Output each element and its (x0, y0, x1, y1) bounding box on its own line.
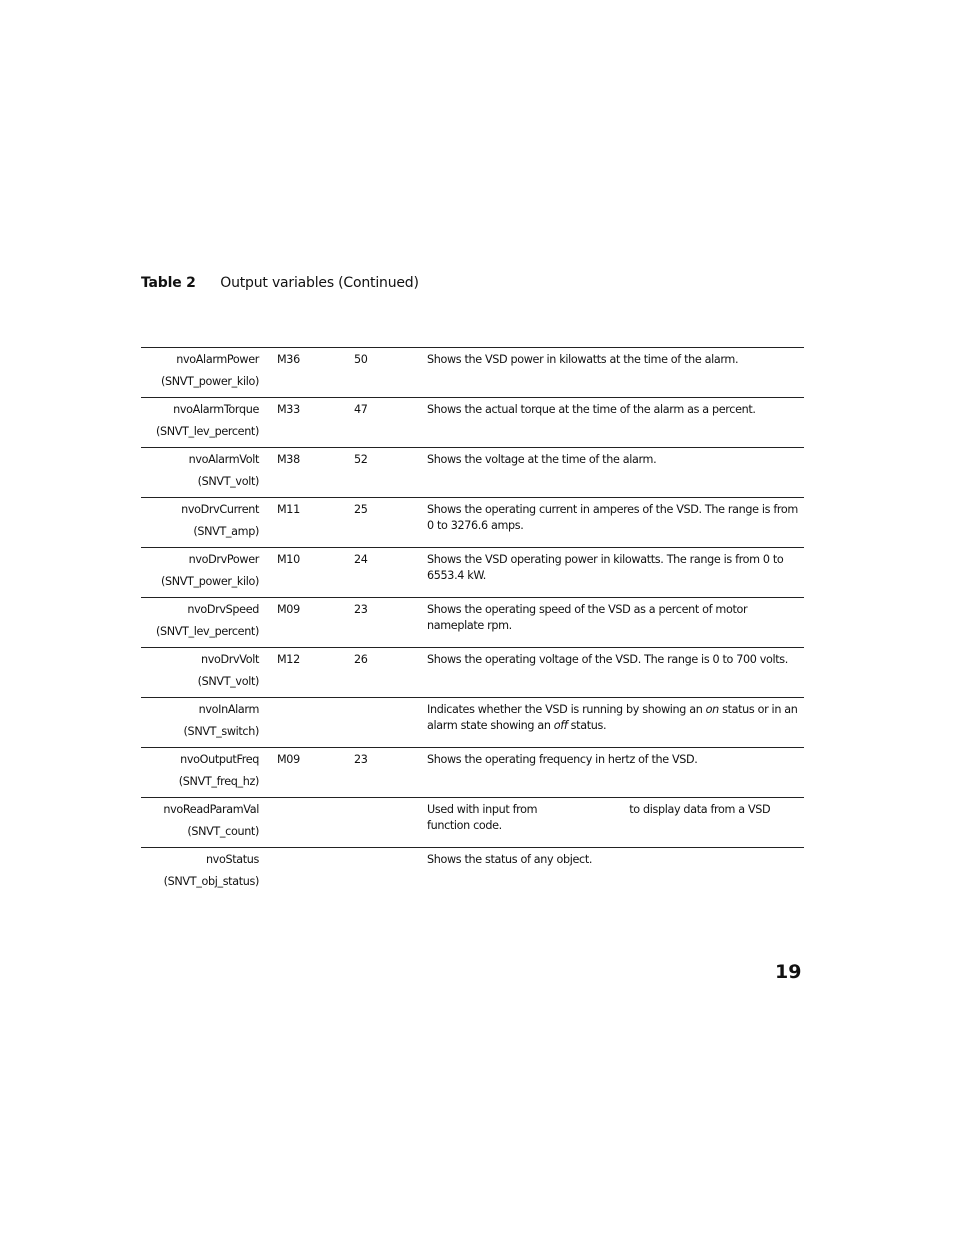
variable-name: nvoDrvPower (188, 553, 259, 566)
variable-name: nvoReadParamVal (163, 803, 259, 816)
on-status-term: on (705, 703, 719, 716)
variable-type: (SNVT_volt) (197, 675, 259, 688)
variable-type: (SNVT_switch) (183, 725, 259, 738)
variable-type: (SNVT_power_kilo) (160, 575, 259, 588)
parameter-number: 23 (354, 603, 368, 616)
variable-type: (SNVT_lev_percent) (155, 425, 259, 438)
variable-type: (SNVT_lev_percent) (155, 625, 259, 638)
table-row (141, 397, 804, 447)
variable-description: Shows the VSD power in kilowatts at the time of the alarm. (427, 353, 739, 366)
variable-name-cell (181, 502, 259, 540)
variable-name-cell (163, 802, 259, 840)
variable-description: Shows the status of any object. (427, 853, 593, 866)
parameter-code: M33 (277, 403, 300, 416)
parameter-code: M38 (277, 453, 300, 466)
table-title: Output variables (Continued) (220, 275, 419, 291)
table-row (141, 597, 804, 647)
table-row (141, 747, 804, 797)
parameter-number: 24 (354, 553, 368, 566)
variable-name-cell (161, 552, 259, 590)
parameter-code: M10 (277, 553, 300, 566)
table-row (141, 547, 804, 597)
variable-description: Shows the actual torque at the time of the alarm as a percent. (427, 403, 756, 416)
parameter-code: M11 (277, 503, 300, 516)
parameter-code: M09 (277, 753, 300, 766)
variable-name-cell (198, 652, 259, 690)
parameter-number: 26 (354, 653, 368, 666)
table-row (141, 347, 804, 397)
parameter-code: M36 (277, 353, 300, 366)
description-text: Used with input from (427, 803, 538, 816)
variable-name: nvoDrvCurrent (181, 503, 259, 516)
variable-type: (SNVT_volt) (197, 475, 259, 488)
variable-name-cell (156, 602, 259, 640)
table-row (141, 847, 804, 898)
variable-description: Shows the VSD operating power in kilowatts. The range is from 0 to 6553.4 kW. (427, 553, 784, 582)
variable-name: nvoOutputFreq (180, 753, 259, 766)
parameter-number: 52 (354, 453, 368, 466)
variable-description (427, 702, 799, 734)
page-number: 19 (775, 961, 802, 983)
variable-name: nvoDrvVolt (200, 653, 259, 666)
variable-name-cell (164, 852, 259, 890)
parameter-number: 25 (354, 503, 368, 516)
off-status-term: off (553, 719, 568, 732)
description-text: Indicates whether the VSD is running by showing an (427, 703, 706, 716)
description-text: status. (567, 719, 607, 732)
parameter-code: M12 (277, 653, 300, 666)
description-text: to display data from a VSD function code. (427, 803, 771, 832)
parameter-number: 50 (354, 353, 368, 366)
variable-name-cell (179, 752, 259, 790)
table-row (141, 797, 804, 847)
variable-description: Shows the operating voltage of the VSD. The range is 0 to 700 volts. (427, 653, 788, 666)
table-row (141, 697, 804, 747)
variable-name-cell (161, 352, 259, 390)
table-row (141, 447, 804, 497)
table-caption (141, 275, 419, 291)
parameter-number: 47 (354, 403, 368, 416)
variable-description: Shows the operating frequency in hertz of the VSD. (427, 753, 698, 766)
variable-name-cell (156, 402, 259, 440)
description-text: status or in an alarm state showing an (427, 703, 798, 732)
variable-type: (SNVT_power_kilo) (160, 375, 259, 388)
table-row (141, 497, 804, 547)
variable-name: nvoAlarmVolt (188, 453, 259, 466)
variable-type: (SNVT_count) (187, 825, 259, 838)
variable-description: Shows the operating speed of the VSD as a percent of motor nameplate rpm. (427, 603, 748, 632)
variable-description: Shows the operating current in amperes of the VSD. The range is from 0 to 3276.6 amps. (427, 503, 798, 532)
variable-name: nvoStatus (205, 853, 259, 866)
table-label: Table 2 (141, 275, 196, 291)
output-variables-table (141, 347, 804, 898)
variable-type: (SNVT_amp) (193, 525, 259, 538)
variable-name-cell (189, 452, 259, 490)
variable-description: Shows the voltage at the time of the alarm. (427, 453, 657, 466)
variable-name: nvoInAlarm (198, 703, 259, 716)
variable-description (427, 802, 799, 834)
variable-type: (SNVT_obj_status) (163, 875, 259, 888)
variable-type: (SNVT_freq_hz) (178, 775, 259, 788)
parameter-number: 23 (354, 753, 368, 766)
variable-name: nvoDrvSpeed (187, 603, 259, 616)
variable-name-cell (184, 702, 259, 740)
variable-name: nvoAlarmPower (176, 353, 259, 366)
table-row (141, 647, 804, 697)
variable-name: nvoAlarmTorque (173, 403, 259, 416)
parameter-code: M09 (277, 603, 300, 616)
